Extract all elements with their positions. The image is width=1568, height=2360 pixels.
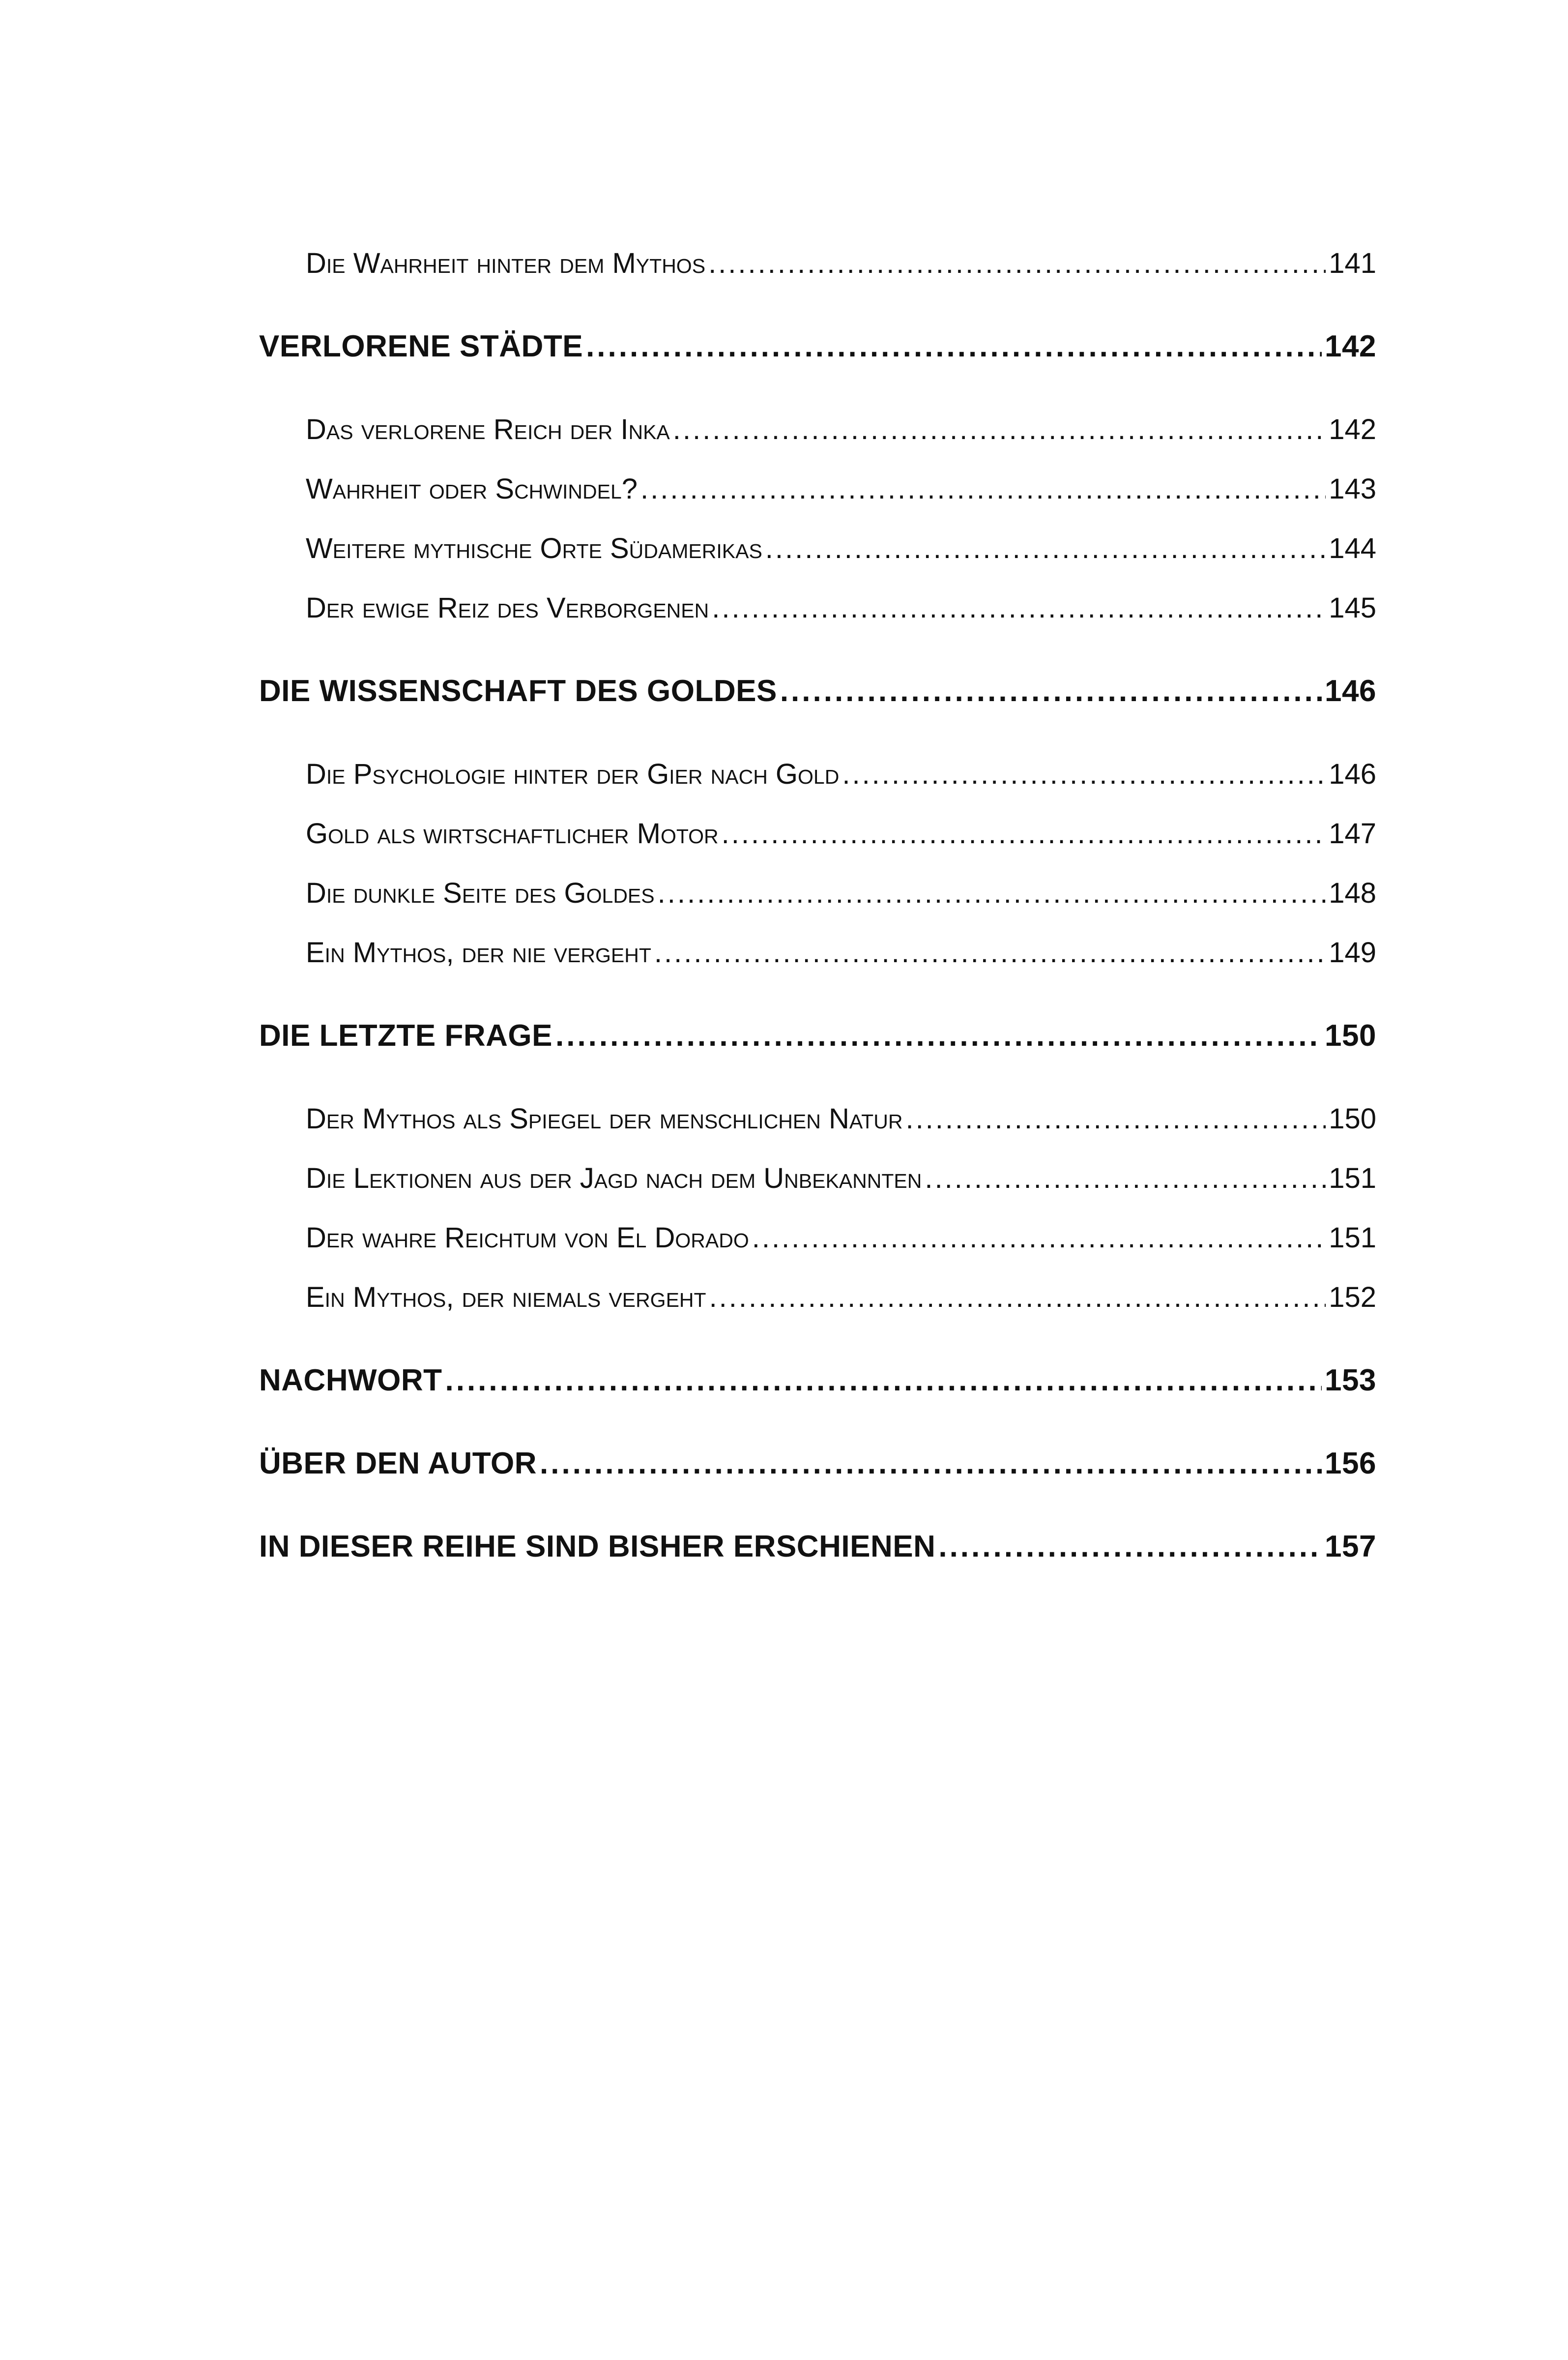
toc-entry-page: 141 [1329, 247, 1376, 279]
toc-entry[interactable] [259, 804, 1376, 863]
toc-entry[interactable] [259, 578, 1376, 638]
toc-entry-page: 148 [1329, 877, 1376, 909]
toc-entry-title: Die Lektionen aus der Jagd nach dem Unbekannten [306, 1162, 922, 1194]
toc-entry-page: 144 [1329, 532, 1376, 564]
toc-chapter[interactable] [259, 1434, 1376, 1493]
toc-entry-title: Die dunkle Seite des Goldes [306, 877, 655, 909]
toc-entry[interactable] [259, 234, 1376, 293]
toc-chapter-title: DIE LETZTE FRAGE [259, 1019, 552, 1053]
dot-leader [925, 1149, 1326, 1208]
toc-entry-page: 145 [1329, 592, 1376, 624]
dot-leader [586, 317, 1322, 376]
toc-entry[interactable] [259, 744, 1376, 804]
toc-chapter-page: 156 [1325, 1446, 1376, 1480]
toc-entry-page: 150 [1329, 1103, 1376, 1135]
toc-entry-title: Weitere mythische Orte Südamerikas [306, 532, 762, 564]
toc-entry[interactable] [259, 400, 1376, 459]
dot-leader [765, 519, 1326, 578]
toc-entry[interactable] [259, 1208, 1376, 1268]
toc-entry[interactable] [259, 1268, 1376, 1327]
toc-chapter-title: DIE WISSENSCHAFT DES GOLDES [259, 674, 777, 708]
dot-leader [722, 804, 1326, 863]
toc-entry-title: Die Psychologie hinter der Gier nach Gold [306, 758, 840, 790]
toc-entry-title: Die Wahrheit hinter dem Mythos [306, 247, 706, 279]
dot-leader [905, 1089, 1326, 1149]
toc-chapter-page: 142 [1325, 329, 1376, 363]
toc-entry-title: Der Mythos als Spiegel der menschlichen Natur [306, 1103, 903, 1135]
toc-entry-title: Wahrheit oder Schwindel? [306, 473, 638, 505]
dot-leader [842, 744, 1326, 804]
dot-leader [712, 578, 1326, 638]
dot-leader [540, 1434, 1322, 1493]
toc-chapter[interactable] [259, 1517, 1376, 1576]
dot-leader [640, 459, 1326, 519]
toc-entry-title: Ein Mythos, der niemals vergeht [306, 1281, 706, 1313]
toc-entry-page: 151 [1329, 1162, 1376, 1194]
dot-leader [938, 1517, 1322, 1576]
toc-entry-page: 152 [1329, 1281, 1376, 1313]
toc-entry-page: 143 [1329, 473, 1376, 505]
dot-leader [673, 400, 1326, 459]
dot-leader [752, 1208, 1326, 1268]
dot-leader [555, 1006, 1322, 1065]
dot-leader [654, 923, 1326, 982]
dot-leader [709, 1268, 1326, 1327]
toc-chapter-title: NACHWORT [259, 1363, 442, 1397]
toc-entry-page: 142 [1329, 413, 1376, 445]
dot-leader [445, 1351, 1322, 1410]
dot-leader [708, 234, 1326, 293]
dot-leader [658, 863, 1326, 923]
toc-chapter-page: 153 [1325, 1363, 1376, 1397]
toc-chapter-title: ÜBER DEN AUTOR [259, 1446, 537, 1480]
toc-chapter[interactable] [259, 1351, 1376, 1410]
toc-entry-page: 146 [1329, 758, 1376, 790]
toc-entry-page: 151 [1329, 1222, 1376, 1254]
toc-entry-title: Der wahre Reichtum von El Dorado [306, 1222, 749, 1254]
toc-chapter-page: 150 [1325, 1019, 1376, 1053]
toc-entry-title: Ein Mythos, der nie vergeht [306, 937, 651, 969]
toc-entry-title: Der ewige Reiz des Verborgenen [306, 592, 709, 624]
toc-entry[interactable] [259, 863, 1376, 923]
toc-entry-page: 147 [1329, 818, 1376, 850]
toc-entry-page: 149 [1329, 937, 1376, 969]
table-of-contents [259, 234, 1376, 1600]
toc-chapter-page: 146 [1325, 674, 1376, 708]
toc-chapter-title: VERLORENE STÄDTE [259, 329, 583, 363]
toc-chapter-title: IN DIESER REIHE SIND BISHER ERSCHIENEN [259, 1530, 936, 1564]
toc-chapter[interactable] [259, 317, 1376, 376]
toc-chapter-page: 157 [1325, 1530, 1376, 1564]
toc-entry[interactable] [259, 923, 1376, 982]
toc-entry[interactable] [259, 459, 1376, 519]
toc-chapter[interactable] [259, 661, 1376, 721]
toc-entry[interactable] [259, 1149, 1376, 1208]
toc-chapter[interactable] [259, 1006, 1376, 1065]
toc-entry[interactable] [259, 1089, 1376, 1149]
toc-entry-title: Gold als wirtschaftlicher Motor [306, 818, 719, 850]
toc-entry[interactable] [259, 519, 1376, 578]
dot-leader [780, 661, 1322, 721]
toc-entry-title: Das verlorene Reich der Inka [306, 413, 670, 445]
